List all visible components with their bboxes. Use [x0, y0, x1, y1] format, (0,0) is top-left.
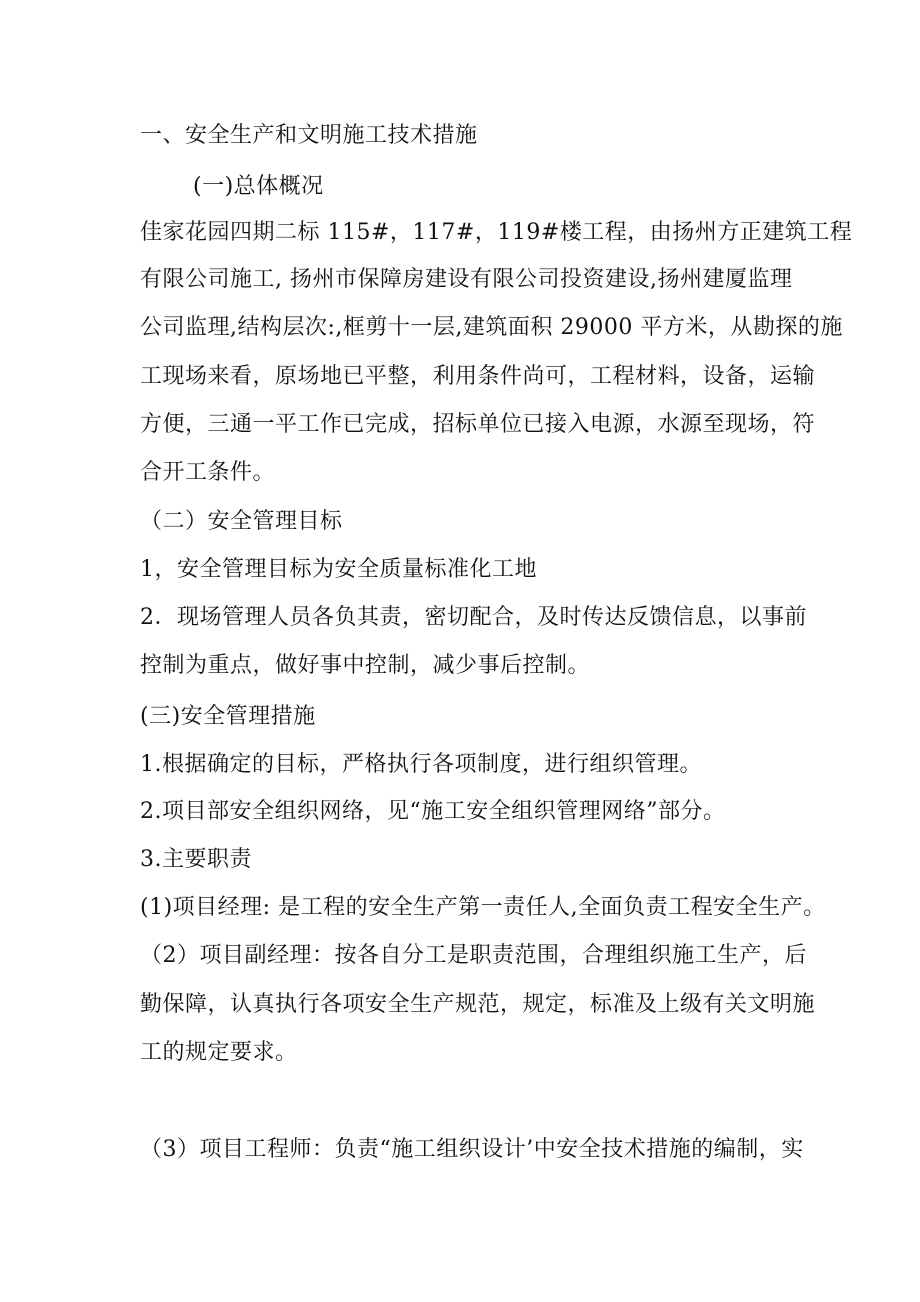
- duty-item-continued: 工的规定要求。: [140, 1040, 298, 1065]
- duty-item: (1)项目经理: 是工程的安全生产第一责任人,全面负责工程安全生产。: [140, 895, 826, 920]
- measure-item: 1.根据确定的目标，严格执行各项制度，进行组织管理。: [140, 752, 702, 777]
- paragraph-line: 公司监理,结构层次:,框剪十一层,建筑面积 29000 平方米，从勘探的施: [140, 315, 843, 340]
- duty-item-continued: 勤保障，认真执行各项安全生产规范，规定，标准及上级有关文明施: [140, 992, 816, 1017]
- paragraph-line: 工现场来看，原场地已平整，利用条件尚可，工程材料，设备，运输: [140, 364, 816, 389]
- goal-item: 1，安全管理目标为安全质量标准化工地: [140, 557, 537, 582]
- goal-item: 2．现场管理人员各负其责，密切配合，及时传达反馈信息，以事前: [140, 605, 807, 630]
- document-heading: 一、安全生产和文明施工技术措施: [140, 123, 478, 148]
- section-title-overview: (一)总体概况: [193, 174, 324, 199]
- section-title-safety-measures: (三)安全管理措施: [140, 704, 316, 729]
- measure-item: 2.项目部安全组织网络，见“施工安全组织管理网络”部分。: [140, 799, 726, 824]
- section-title-safety-goals: （二）安全管理目标: [140, 509, 343, 534]
- paragraph-line: 合开工条件。: [140, 460, 276, 485]
- paragraph-line: 佳家花园四期二标 115#，117#，119#楼工程，由扬州方正建筑工程: [140, 220, 853, 245]
- duty-item: （2）项目副经理：按各自分工是职责范围，合理组织施工生产，后: [140, 943, 807, 968]
- paragraph-line: 方便，三通一平工作已完成，招标单位已接入电源，水源至现场，符: [140, 412, 816, 437]
- duty-item: （3）项目工程师：负责“施工组织设计’中安全技术措施的编制，实: [140, 1137, 804, 1162]
- measure-item: 3.主要职责: [140, 847, 252, 872]
- paragraph-line: 有限公司施工, 扬州市保障房建设有限公司投资建设,扬州建厦监理: [140, 267, 793, 292]
- goal-item-continued: 控制为重点，做好事中控制，减少事后控制。: [140, 653, 591, 678]
